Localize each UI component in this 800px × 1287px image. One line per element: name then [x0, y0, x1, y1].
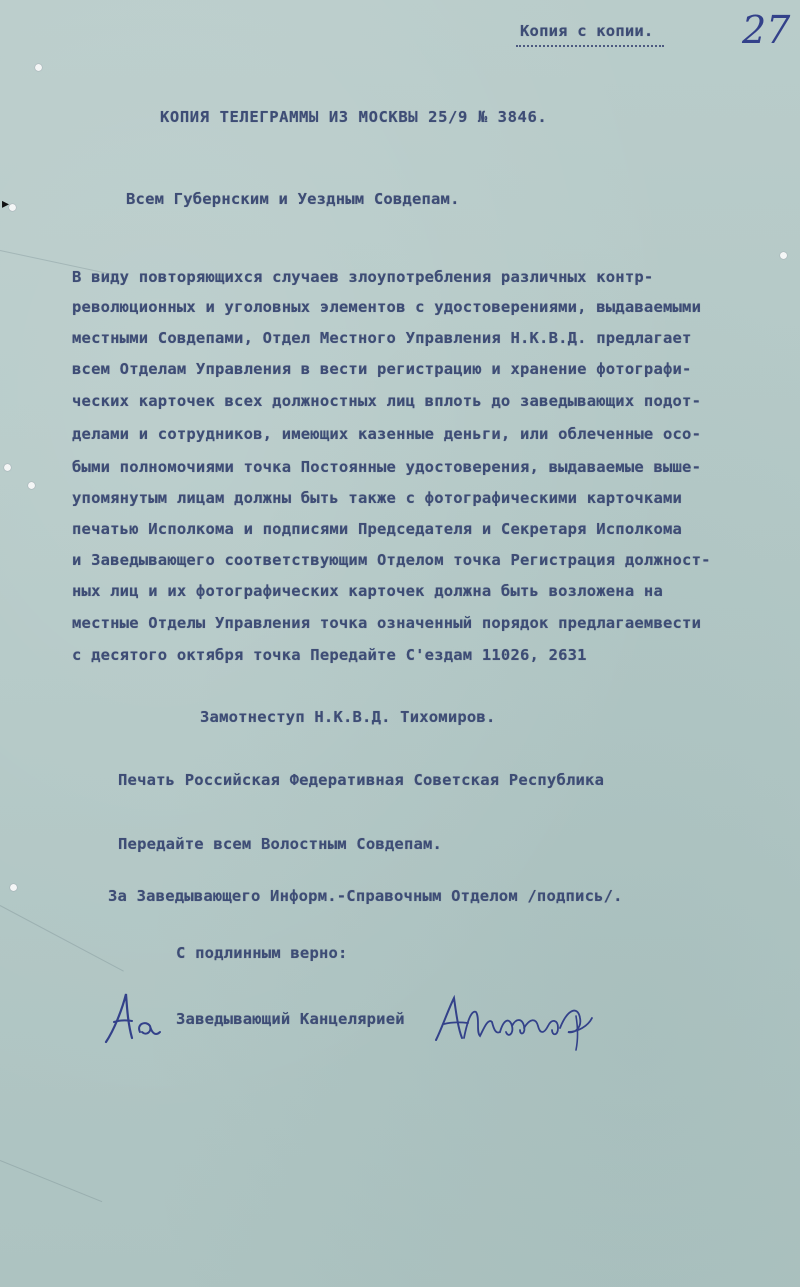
page-number: 27	[742, 8, 791, 52]
punch-hole	[4, 464, 11, 471]
body-line: всем Отделам Управления в вести регистрацию и хранение фотографи-	[72, 360, 692, 378]
document-title: КОПИЯ ТЕЛЕГРАММЫ ИЗ МОСКВЫ 25/9 № 3846.	[160, 108, 548, 126]
body-line: быми полномочиями точка Постоянные удостоверения, выдаваемые выше-	[72, 458, 702, 476]
body-line: местными Совдепами, Отдел Местного Управления Н.К.В.Д. предлагает	[72, 329, 692, 347]
body-line: упомянутым лицам должны быть также с фотографическими карточками	[72, 489, 683, 507]
punch-hole	[9, 204, 16, 211]
addressee: Всем Губернским и Уездным Совдепам.	[126, 190, 460, 208]
for-department-head: За Заведывающего Информ.-Справочным Отделом /подпись/.	[108, 887, 623, 905]
body-line: печатью Исполкома и подписями Председателя и Секретаря Исполкома	[72, 520, 683, 538]
body-line: революционных и уголовных элементов с удостоверениями, выдаваемыми	[72, 298, 702, 316]
body-line: с десятого октября точка Передайте С'ездам 11026, 2631	[72, 646, 587, 664]
punch-hole	[28, 482, 35, 489]
body-line: и Заведывающего соответствующим Отделом точка Регистрация должност-	[72, 551, 711, 569]
office-head-title: Заведывающий Канцелярией	[176, 1010, 405, 1028]
copy-mark: Копия с копии.	[520, 22, 654, 40]
certification-note: С подлинным верно:	[176, 944, 348, 962]
handwritten-signature	[428, 988, 598, 1058]
body-line: ческих карточек всех должностных лиц вплоть до заведывающих подот-	[72, 392, 702, 410]
paper-crease	[0, 1160, 102, 1202]
body-line: В виду повторяющихся случаев злоупотребления различных контр-	[72, 268, 654, 286]
copy-mark-underline	[516, 45, 664, 47]
body-line: местные Отделы Управления точка означенный порядок предлагаемвести	[72, 614, 702, 632]
body-line: ных лиц и их фотографических карточек должна быть возложена на	[72, 582, 663, 600]
body-line: делами и сотрудников, имеющих казенные деньги, или облеченные осо-	[72, 425, 702, 443]
seal-description: Печать Российская Федеративная Советская Республика	[118, 771, 605, 789]
punch-hole	[780, 252, 787, 259]
signatory: Замотнеступ Н.К.В.Д. Тихомиров.	[200, 708, 496, 726]
edge-mark: ▸	[2, 196, 10, 212]
punch-hole	[35, 64, 42, 71]
forward-instruction: Передайте всем Волостным Совдепам.	[118, 835, 443, 853]
handwritten-initials	[96, 980, 166, 1050]
punch-hole	[10, 884, 17, 891]
paper-crease	[0, 905, 124, 972]
